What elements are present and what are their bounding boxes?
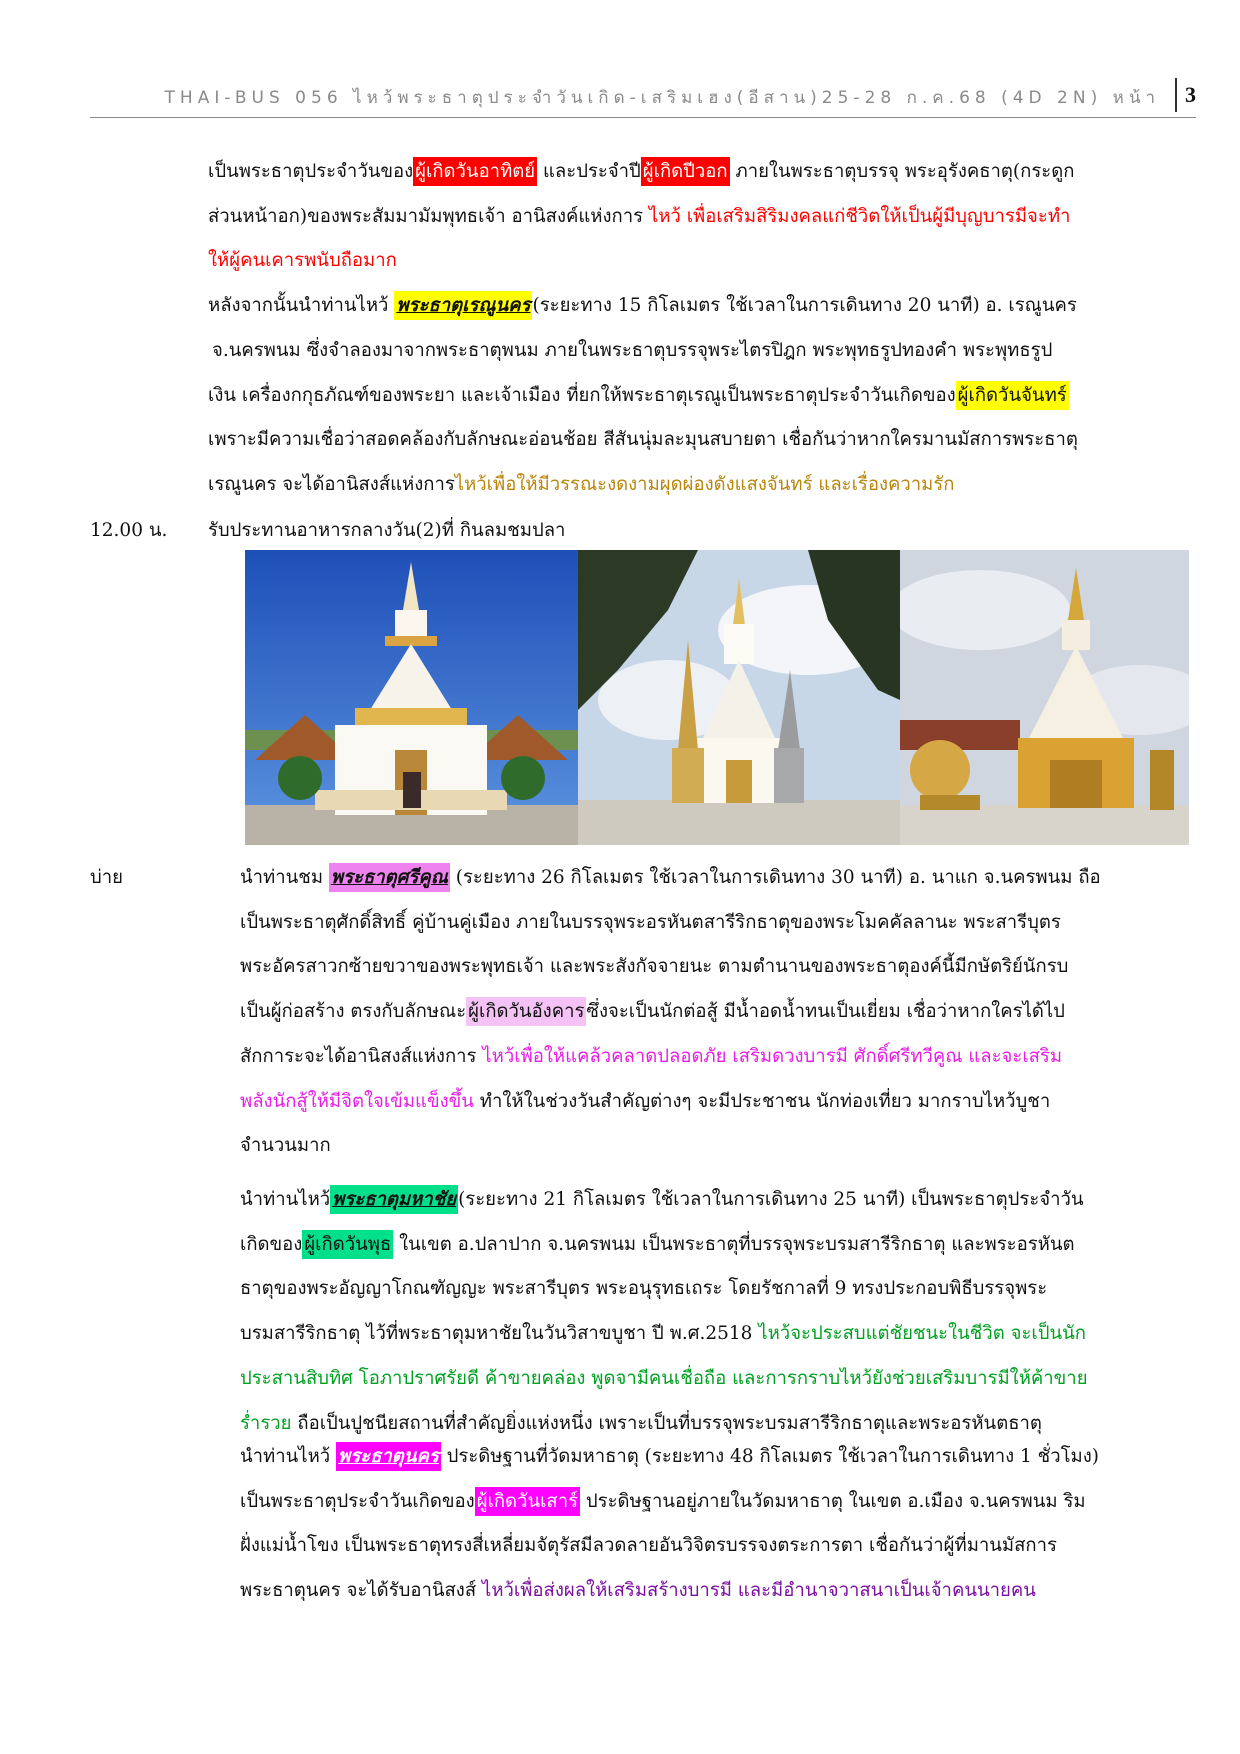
magenta-blessing-text: ไหว้เพื่อให้แคล้วคลาดปลอดภัย เสริมดวงบารมี ศักดิ์ศรีทวีคูณ และจะเสริม [482, 1045, 1063, 1067]
temple-photo-strip [245, 550, 1189, 845]
temple-si-khun: พระธาตุศรีคูณ [329, 863, 450, 892]
highlight-sunday: ผู้เกิดวันอาทิตย์ [413, 157, 537, 186]
lunch-time: 12.00 น. [90, 520, 168, 541]
temple-renu-nakhon: พระธาตุเรณูนคร [394, 291, 532, 320]
stupa-photo-2 [578, 550, 900, 845]
page-header [90, 78, 1196, 118]
stupa-photo-3 [900, 550, 1189, 845]
green-blessing-text: ไหว้จะประสบแต่ชัยชนะในชีวิต จะเป็นนัก [758, 1323, 1086, 1345]
text-line: ส่วนหน้าอก)ของพระสัมมามัมพุทธเจ้า อานิสงค์แห่งการ ไหว้ เพื่อเสริมสิริมงคลแก่ชีวิตให้เป็นผู้มีบุญบารมีจะทำ [208, 205, 1071, 227]
stupa-photo-1 [245, 550, 578, 845]
text-line: พระอัครสาวกซ้ายขวาของพระพุทธเจ้า และพระสังกัจจายนะ ตามตำนานของพระธาตุองค์นี้มีกษัตริย์นักรบ [240, 956, 1069, 978]
temple-maha-chai: พระธาตุมหาชัย [330, 1185, 458, 1214]
text-line: เพราะมีความเชื่อว่าสอดคล้องกับลักษณะอ่อนช้อย สีสันนุ่มละมุนสบายตา เชื่อกันว่าหากใครมานมัสการพระธาตุ [208, 429, 1078, 451]
text-line: เป็นพระธาตุประจำวันเกิดของ ผู้เกิดวันเสาร์ ประดิษฐานอยู่ภายในวัดมหาธาตุ ในเขต อ.เมือง จ.นครพนม ริม [240, 1480, 1196, 1525]
text-line: เป็นพระธาตุประจำวันของ ผู้เกิดวันอาทิตย์ และประจำปี ผู้เกิดปีวอก ภายในพระธาตุบรรจุ พระอุรังคธาตุ(กระดูก [208, 150, 1196, 195]
page-number: 3 [1175, 78, 1196, 112]
text-line: ร่ำรวย ถือเป็นปูชนียสถานที่สำคัญยิ่งแห่งหนึ่ง เพราะเป็นที่บรรจุพระบรมสารีริกธาตุและพระอรหันตธาตุ [240, 1412, 1042, 1434]
text-line: เป็นผู้ก่อสร้าง ตรงกับลักษณะ ผู้เกิดวันอังคาร ซึ่งจะเป็นนักต่อสู้ มีน้ำอดน้ำทนเป็นเยี่ยม เชื่อว่าหากใครได้ไป [240, 990, 1196, 1035]
text-line: สักการะจะได้อานิสงส์แห่งการ ไหว้เพื่อให้แคล้วคลาดปลอดภัย เสริมดวงบารมี ศักดิ์ศรีทวีคูณ และจะเสริม [240, 1045, 1063, 1067]
text-line: หลังจากนั้นนำท่านไหว้ พระธาตุเรณูนคร (ระยะทาง 15 กิโลเมตร ใช้เวลาในการเดินทาง 20 นาที) อ. เรณูนคร [208, 284, 1196, 329]
text-line: พลังนักสู้ให้มีจิตใจเข้มแข็งขึ้น ทำให้ในช่วงวันสำคัญต่างๆ จะมีประชาชน นักท่องเที่ยว มากราบไหว้บูชา [240, 1090, 1051, 1112]
highlight-tuesday: ผู้เกิดวันอังคาร [466, 997, 586, 1026]
paragraph-phra-that-maha-chai [240, 1178, 1196, 1446]
text-line: นำท่านชม พระธาตุศรีคูณ (ระยะทาง 26 กิโลเมตร ใช้เวลาในการเดินทาง 30 นาที) อ. นาแก จ.นครพนม ถือ [240, 856, 1196, 901]
text-line: เงิน เครื่องกกุธภัณฑ์ของพระยา และเจ้าเมือง ที่ยกให้พระธาตุเรณูเป็นพระธาตุประจำวันเกิดของ ผู้เกิดวันจันทร์ [208, 374, 1196, 419]
lunch-description: รับประทานอาหารกลางวัน(2)ที่ กินลมชมปลา [208, 520, 566, 541]
temple-photo-maha-chai [900, 550, 1189, 845]
paragraph-phra-that-si-khun [240, 856, 1196, 1169]
text-line: เป็นพระธาตุศักดิ์สิทธิ์ คู่บ้านคู่เมือง ภายในบรรจุพระอรหันตสารีริกธาตุของพระโมคคัลลานะ พระสารีบุตร [240, 911, 1061, 933]
text-line: จ.นครพนม ซึ่งจำลองมาจากพระธาตุพนม ภายในพระธาตุบรรจุพระไตรปิฎก พระพุทธรูปทองคำ พระพุทธรูป [212, 339, 1053, 361]
purple-blessing-text: ไหว้เพื่อส่งผลให้เสริมสร้างบารมี และมีอำนาจวาสนาเป็นเจ้าคนนายคน [482, 1580, 1036, 1602]
highlight-monkey-year: ผู้เกิดปีวอก [641, 157, 730, 186]
magenta-blessing-text: พลังนักสู้ให้มีจิตใจเข้มแข็งขึ้น [240, 1090, 474, 1112]
gold-blessing-text: ไหว้เพื่อให้มีวรรณะงดงามผุดผ่องดังแสงจันทร์ และเรื่องความรัก [454, 473, 955, 495]
text-line: พระธาตุนคร จะได้รับอานิสงส์ ไหว้เพื่อส่งผลให้เสริมสร้างบารมี และมีอำนาจวาสนาเป็นเจ้าคนนายคน [240, 1580, 1036, 1602]
header-title: THAI-BUS 056 ไหว้พระธาตุประจำวันเกิด-เสริมเฮง(อีสาน)25-28 ก.ค.68 (4D 2N) หน้า [164, 88, 1160, 108]
text-line: นำท่านไหว้ พระธาตุนคร ประดิษฐานที่วัดมหาธาตุ (ระยะทาง 48 กิโลเมตร ใช้เวลาในการเดินทาง 1 ชั่วโมง) [240, 1435, 1196, 1480]
text-line: นำท่านไหว้ พระธาตุมหาชัย (ระยะทาง 21 กิโลเมตร ใช้เวลาในการเดินทาง 25 นาที) เป็นพระธาตุประจำวัน [240, 1178, 1196, 1223]
temple-photo-si-khun [578, 550, 900, 845]
afternoon-label: บ่าย [90, 867, 123, 888]
text-line: เรณูนคร จะได้อานิสงส์แห่งการไหว้เพื่อให้มีวรรณะงดงามผุดผ่องดังแสงจันทร์ และเรื่องความรัก [208, 473, 955, 495]
paragraph-phra-that-nakhon [240, 1435, 1196, 1614]
text-line: ฝั่งแม่น้ำโขง เป็นพระธาตุทรงสี่เหลี่ยมจัตุรัสมีลวดลายอันวิจิตรบรรจงตระการตา เชื่อกันว่าผู้ที่มานมัสการ [240, 1535, 1057, 1557]
highlight-wednesday: ผู้เกิดวันพุธ [302, 1230, 393, 1259]
text-line: ธาตุของพระอัญญาโกณฑัญญะ พระสารีบุตร พระอนุรุทธเถระ โดยรัชกาลที่ 9 ทรงประกอบพิธีบรรจุพระ [240, 1278, 1048, 1300]
highlight-saturday: ผู้เกิดวันเสาร์ [475, 1487, 580, 1516]
text-line: บรมสารีริกธาตุ ไว้ที่พระธาตุมหาชัยในวันวิสาขบูชา ปี พ.ศ.2518 ไหว้จะประสบแต่ชัยชนะในชีวิต จะเป็นนัก [240, 1323, 1086, 1345]
highlight-monday: ผู้เกิดวันจันทร์ [956, 381, 1069, 410]
text-line: เกิดของ ผู้เกิดวันพุธ ในเขต อ.ปลาปาก จ.นครพนม เป็นพระธาตุที่บรรจุพระบรมสารีริกธาตุ และพระอรหันต [240, 1223, 1196, 1268]
paragraph-phra-that-phanom [208, 150, 1196, 508]
green-blessing-text: ร่ำรวย [240, 1412, 292, 1434]
temple-nakhon: พระธาตุนคร [336, 1442, 441, 1471]
red-blessing-text: ไหว้ เพื่อเสริมสิริมงคลแก่ชีวิตให้เป็นผู้มีบุญบารมีจะทำ [648, 205, 1071, 227]
text-line: จำนวนมาก [240, 1135, 331, 1157]
green-blessing-text: ประสานสิบทิศ โอภาปราศรัยดี ค้าขายคล่อง พูดจามีคนเชื่อถือ และการกราบไหว้ยังช่วยเสริมบารมีให้ค้าขาย [240, 1367, 1088, 1389]
temple-photo-renu-nakhon [245, 550, 578, 845]
red-blessing-text: ให้ผู้คนเคารพนับถือมาก [208, 250, 397, 272]
